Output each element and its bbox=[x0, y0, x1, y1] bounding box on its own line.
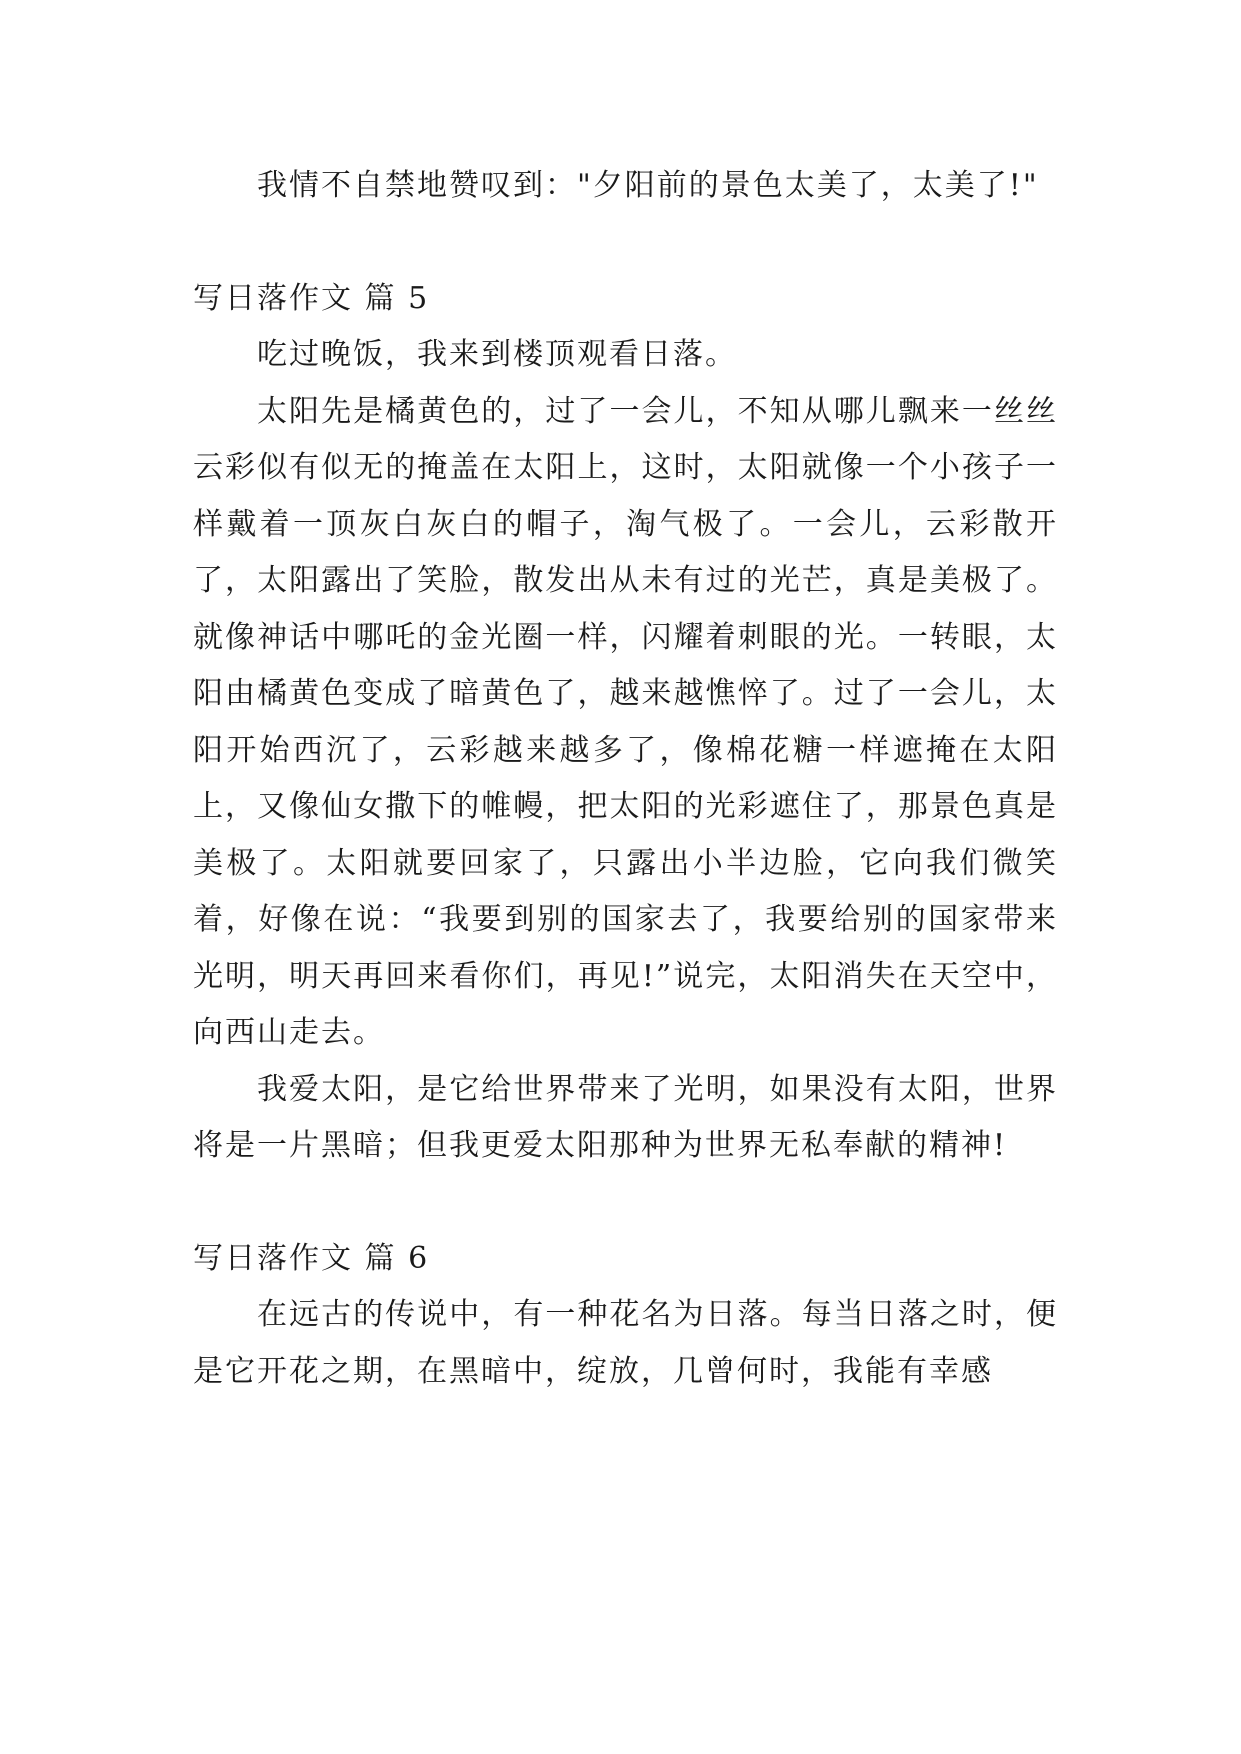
section-5-paragraph-2: 太阳先是橘黄色的，过了一会儿，不知从哪儿飘来一丝丝云彩似有似无的掩盖在太阳上，这时，太阳就像一个小孩子一样戴着一顶灰白灰白的帽子，淘气极了。一会儿，云彩散开了，太阳露出了笑脸，散发出从未有过的光芒，真是美极了。就像神话中哪吒的金光圈一样，闪耀着刺眼的光。一转眼，太阳由橘黄色变成了暗黄色了，越来越憔悴了。过了一会儿，太阳开始西沉了，云彩越来越多了，像棉花糖一样遮掩在太阳上，又像仙女撒下的帷幔，把太阳的光彩遮住了，那景色真是美极了。太阳就要回家了，只露出小半边脸，它向我们微笑着，好像在说：“我要到别的国家去了，我要给别的国家带来光明，明天再回来看你们，再见!”说完，太阳消失在天空中，向西山走去。 bbox=[193, 393, 1058, 1050]
section-gap bbox=[193, 1175, 1058, 1231]
document-body bbox=[193, 158, 1058, 1400]
section-5-paragraph-3: 我爱太阳，是它给世界带来了光明，如果没有太阳，世界将是一片黑暗；但我更爱太阳那种为世界无私奉献的精神! bbox=[193, 1071, 1058, 1163]
section-5-paragraph-1: 吃过晚饭，我来到楼顶观看日落。 bbox=[257, 337, 737, 372]
section-heading-5: 写日落作文 篇 5 bbox=[193, 280, 430, 316]
intro-paragraph: 我情不自禁地赞叹到："夕阳前的景色太美了，太美了!" bbox=[257, 168, 1039, 203]
section-heading-6: 写日落作文 篇 6 bbox=[193, 1240, 430, 1276]
section-6-paragraph-1: 在远古的传说中，有一种花名为日落。每当日落之时，便是它开花之期，在黑暗中，绽放，几曾何时，我能有幸感 bbox=[193, 1297, 1058, 1389]
section-gap bbox=[193, 215, 1058, 271]
